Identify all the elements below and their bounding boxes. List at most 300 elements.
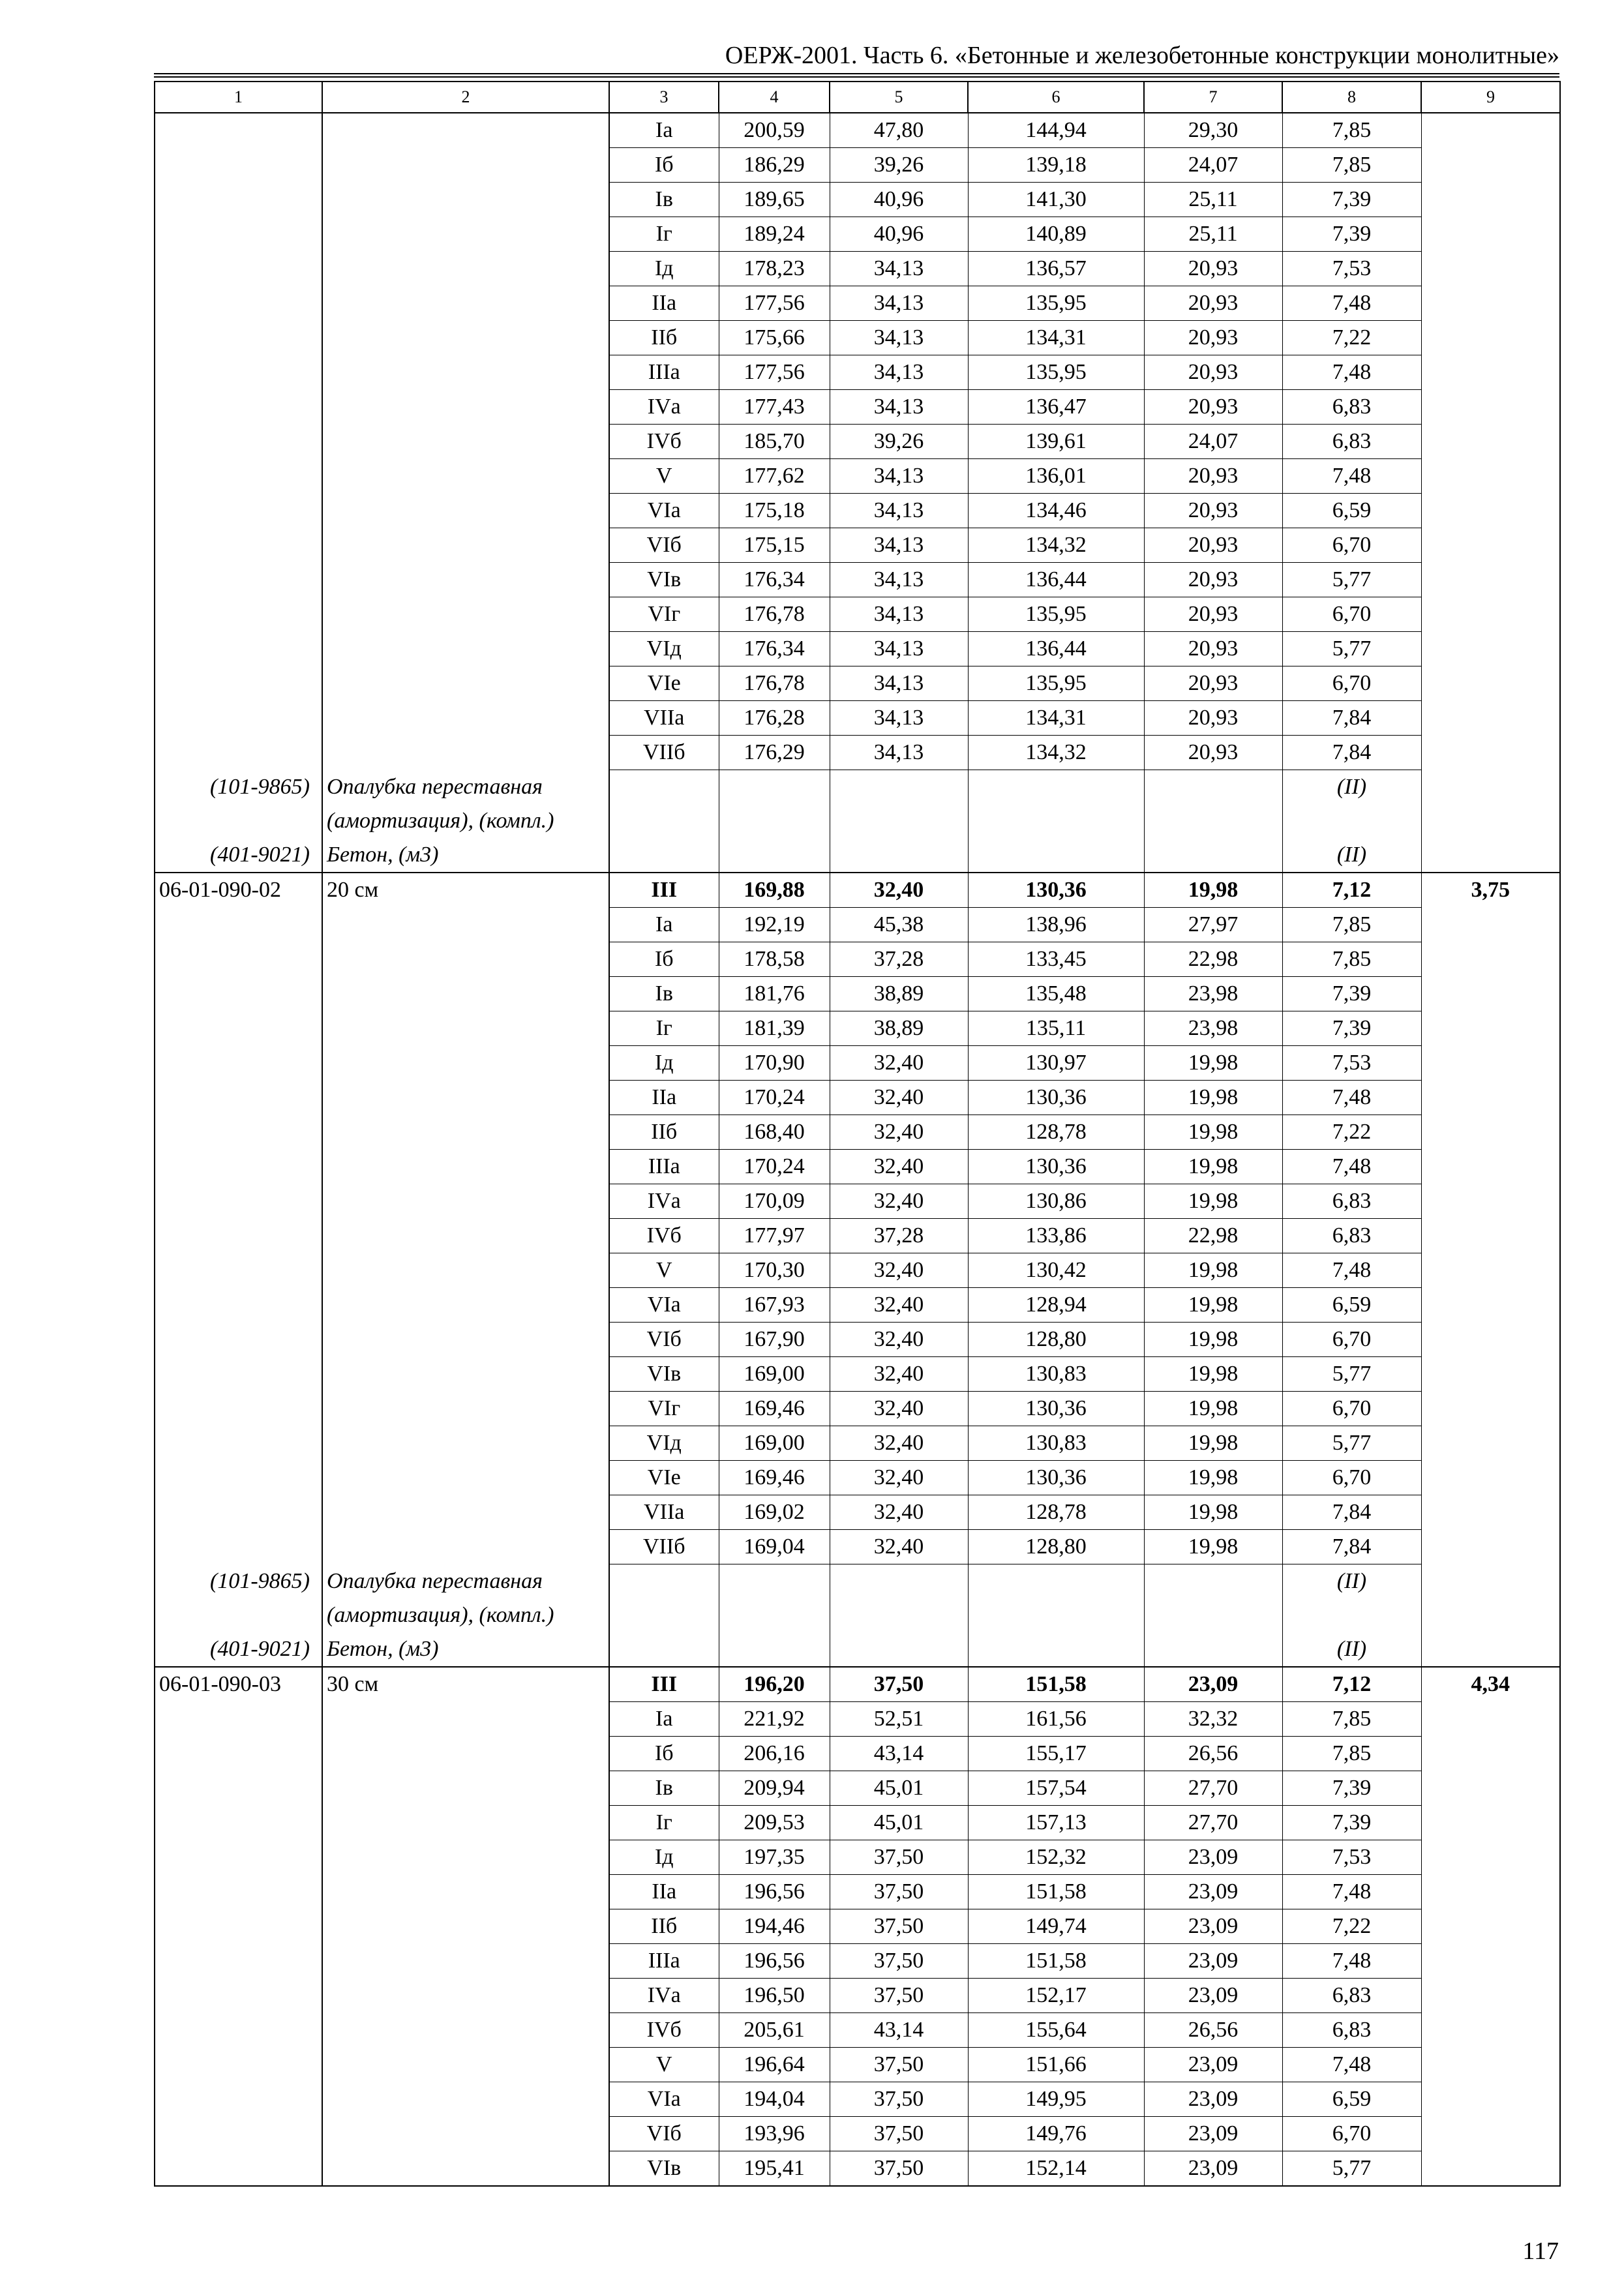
value-cell xyxy=(1421,252,1560,286)
value-cell: 151,58 xyxy=(968,1944,1144,1979)
value-cell: 32,40 xyxy=(830,873,968,908)
value-cell: 23,09 xyxy=(1144,1979,1282,2013)
code-cell: 06-01-090-03 xyxy=(155,1667,322,1702)
blank-cell xyxy=(968,1598,1144,1632)
table-row xyxy=(155,597,1560,632)
page-number: 117 xyxy=(1522,2237,1559,2265)
name-cell xyxy=(322,632,609,666)
value-cell: 20,93 xyxy=(1144,563,1282,597)
name-cell xyxy=(322,1840,609,1875)
value-cell: 20,93 xyxy=(1144,321,1282,355)
code-cell xyxy=(155,1323,322,1357)
value-cell xyxy=(1421,1944,1560,1979)
code-cell xyxy=(155,2117,322,2151)
value-cell: 176,28 xyxy=(719,701,830,736)
blank-cell xyxy=(968,1632,1144,1667)
value-cell: 152,32 xyxy=(968,1840,1144,1875)
value-cell: 6,83 xyxy=(1282,1219,1421,1253)
value-cell: 37,50 xyxy=(830,1979,968,2013)
blank-cell xyxy=(1421,1632,1560,1667)
value-cell: 6,83 xyxy=(1282,425,1421,459)
value-cell xyxy=(1421,321,1560,355)
blank-cell xyxy=(609,1564,719,1599)
table-row xyxy=(155,1771,1560,1806)
value-cell: 135,95 xyxy=(968,355,1144,390)
value-cell: 37,50 xyxy=(830,1909,968,1944)
value-cell: 196,20 xyxy=(719,1667,830,1702)
value-cell: 196,56 xyxy=(719,1875,830,1909)
value-cell: 6,70 xyxy=(1282,666,1421,701)
name-cell xyxy=(322,1253,609,1288)
value-cell xyxy=(1421,1737,1560,1771)
value-cell xyxy=(1421,1702,1560,1737)
value-cell: 32,32 xyxy=(1144,1702,1282,1737)
name-cell xyxy=(322,1392,609,1426)
value-cell: III xyxy=(609,873,719,908)
value-cell: 7,85 xyxy=(1282,1702,1421,1737)
column-number-row xyxy=(155,82,1560,113)
value-cell xyxy=(1421,563,1560,597)
value-cell xyxy=(1421,1461,1560,1495)
code-cell xyxy=(155,942,322,977)
value-cell xyxy=(1421,217,1560,252)
name-cell xyxy=(322,2117,609,2151)
value-cell: 6,59 xyxy=(1282,494,1421,528)
name-cell xyxy=(322,2013,609,2048)
code-cell xyxy=(155,1840,322,1875)
value-cell: 37,50 xyxy=(830,1944,968,1979)
table-row xyxy=(155,1979,1560,2013)
value-cell: 186,29 xyxy=(719,148,830,183)
value-cell: 128,78 xyxy=(968,1495,1144,1530)
value-cell: 155,64 xyxy=(968,2013,1144,2048)
name-cell xyxy=(322,977,609,1011)
blank-cell xyxy=(1421,838,1560,873)
name-cell xyxy=(322,183,609,217)
value-cell: Iв xyxy=(609,977,719,1011)
value-cell: Iа xyxy=(609,1702,719,1737)
value-cell: 5,77 xyxy=(1282,1426,1421,1461)
value-cell: 40,96 xyxy=(830,217,968,252)
value-cell: 39,26 xyxy=(830,425,968,459)
value-cell: 34,13 xyxy=(830,494,968,528)
value-cell: V xyxy=(609,459,719,494)
value-cell: IIIа xyxy=(609,355,719,390)
value-cell: 19,98 xyxy=(1144,1081,1282,1115)
blank-cell xyxy=(719,838,830,873)
value-cell: IIа xyxy=(609,1875,719,1909)
value-cell: 23,09 xyxy=(1144,1875,1282,1909)
resource-row xyxy=(155,1564,1560,1599)
value-cell: 7,85 xyxy=(1282,113,1421,148)
value-cell: VIIб xyxy=(609,736,719,770)
code-cell xyxy=(155,1495,322,1530)
code-cell xyxy=(155,1288,322,1323)
value-cell: 32,40 xyxy=(830,1392,968,1426)
value-cell: 7,39 xyxy=(1282,183,1421,217)
value-cell: 130,86 xyxy=(968,1184,1144,1219)
value-cell: 167,90 xyxy=(719,1323,830,1357)
name-cell xyxy=(322,908,609,942)
value-cell: VIг xyxy=(609,1392,719,1426)
value-cell: 157,54 xyxy=(968,1771,1144,1806)
name-cell: 30 см xyxy=(322,1667,609,1702)
value-cell: 37,50 xyxy=(830,1840,968,1875)
table-row xyxy=(155,1495,1560,1530)
value-cell: 20,93 xyxy=(1144,597,1282,632)
name-cell xyxy=(322,1979,609,2013)
column-number: 6 xyxy=(968,82,1144,113)
name-cell xyxy=(322,459,609,494)
code-cell xyxy=(155,1253,322,1288)
value-cell: 140,89 xyxy=(968,217,1144,252)
value-cell xyxy=(1421,1909,1560,1944)
value-cell: VIIа xyxy=(609,1495,719,1530)
table-row xyxy=(155,1011,1560,1046)
code-cell xyxy=(155,321,322,355)
value-cell: 7,39 xyxy=(1282,977,1421,1011)
value-cell: VIIб xyxy=(609,1530,719,1564)
value-cell xyxy=(1421,2151,1560,2187)
table-row xyxy=(155,1323,1560,1357)
value-cell: 32,40 xyxy=(830,1115,968,1150)
value-cell: 19,98 xyxy=(1144,1150,1282,1184)
value-cell: 130,36 xyxy=(968,1461,1144,1495)
value-cell xyxy=(1421,2013,1560,2048)
resource-row xyxy=(155,1598,1560,1632)
code-cell xyxy=(155,1944,322,1979)
value-cell: 205,61 xyxy=(719,2013,830,2048)
value-cell: 7,39 xyxy=(1282,1011,1421,1046)
table-row xyxy=(155,2048,1560,2082)
blank-cell xyxy=(1144,1564,1282,1599)
value-cell: 139,61 xyxy=(968,425,1144,459)
value-cell: Iд xyxy=(609,1046,719,1081)
value-cell: 128,80 xyxy=(968,1530,1144,1564)
name-cell xyxy=(322,597,609,632)
value-cell: 34,13 xyxy=(830,355,968,390)
code-cell xyxy=(155,183,322,217)
value-cell: 6,83 xyxy=(1282,390,1421,425)
value-cell: 152,14 xyxy=(968,2151,1144,2187)
resource-name: Опалубка переставная xyxy=(322,770,609,805)
value-cell: 19,98 xyxy=(1144,1426,1282,1461)
value-cell: 19,98 xyxy=(1144,1357,1282,1392)
value-cell: 43,14 xyxy=(830,2013,968,2048)
value-cell: 19,98 xyxy=(1144,1495,1282,1530)
blank-cell xyxy=(719,770,830,805)
table-row xyxy=(155,1840,1560,1875)
value-cell: 151,58 xyxy=(968,1875,1144,1909)
value-cell xyxy=(1421,1426,1560,1461)
value-cell: 177,43 xyxy=(719,390,830,425)
value-cell: 4,34 xyxy=(1421,1667,1560,1702)
value-cell: 32,40 xyxy=(830,1288,968,1323)
table-row xyxy=(155,321,1560,355)
blank-cell xyxy=(609,838,719,873)
value-cell xyxy=(1421,1046,1560,1081)
value-cell: 176,34 xyxy=(719,563,830,597)
value-cell: 196,64 xyxy=(719,2048,830,2082)
value-cell: Iд xyxy=(609,1840,719,1875)
value-cell: 176,78 xyxy=(719,597,830,632)
value-cell: 23,09 xyxy=(1144,2082,1282,2117)
value-cell: 22,98 xyxy=(1144,1219,1282,1253)
code-cell xyxy=(155,701,322,736)
value-cell: 167,93 xyxy=(719,1288,830,1323)
value-cell: Iа xyxy=(609,908,719,942)
value-cell: 7,53 xyxy=(1282,252,1421,286)
value-cell xyxy=(1421,1495,1560,1530)
code-cell xyxy=(155,977,322,1011)
value-cell: 157,13 xyxy=(968,1806,1144,1840)
value-cell: 6,70 xyxy=(1282,1323,1421,1357)
table-body xyxy=(155,82,1560,2186)
value-cell: 149,95 xyxy=(968,2082,1144,2117)
value-cell: 6,59 xyxy=(1282,2082,1421,2117)
resource-code: (401-9021) xyxy=(155,1632,322,1667)
value-cell: 7,48 xyxy=(1282,1081,1421,1115)
code-cell xyxy=(155,1737,322,1771)
value-cell: V xyxy=(609,1253,719,1288)
value-cell xyxy=(1421,2117,1560,2151)
name-cell xyxy=(322,252,609,286)
value-cell: 47,80 xyxy=(830,113,968,148)
value-cell: 45,01 xyxy=(830,1806,968,1840)
value-cell: 32,40 xyxy=(830,1081,968,1115)
blank-cell xyxy=(719,1564,830,1599)
value-cell: 133,45 xyxy=(968,942,1144,977)
value-cell: 37,28 xyxy=(830,1219,968,1253)
name-cell: 20 см xyxy=(322,873,609,908)
value-cell: 177,62 xyxy=(719,459,830,494)
name-cell xyxy=(322,321,609,355)
value-cell xyxy=(1421,1840,1560,1875)
value-cell: 7,53 xyxy=(1282,1046,1421,1081)
value-cell xyxy=(1421,425,1560,459)
code-cell xyxy=(155,2048,322,2082)
value-cell xyxy=(1421,1323,1560,1357)
value-cell: 7,48 xyxy=(1282,1150,1421,1184)
resource-code: (101-9865) xyxy=(155,1564,322,1599)
value-cell: IVа xyxy=(609,1184,719,1219)
value-cell: Iб xyxy=(609,942,719,977)
value-cell: 177,97 xyxy=(719,1219,830,1253)
value-cell: 161,56 xyxy=(968,1702,1144,1737)
value-cell: 175,66 xyxy=(719,321,830,355)
value-cell: 7,22 xyxy=(1282,321,1421,355)
table-row xyxy=(155,2013,1560,2048)
value-cell: 149,74 xyxy=(968,1909,1144,1944)
resource-name: (амортизация), (компл.) xyxy=(322,1598,609,1632)
value-cell: 169,46 xyxy=(719,1461,830,1495)
value-cell: 175,18 xyxy=(719,494,830,528)
table-row xyxy=(155,1806,1560,1840)
name-cell xyxy=(322,286,609,321)
name-cell xyxy=(322,2082,609,2117)
code-cell xyxy=(155,286,322,321)
name-cell xyxy=(322,1461,609,1495)
name-cell xyxy=(322,355,609,390)
value-cell: 192,19 xyxy=(719,908,830,942)
value-cell xyxy=(1421,701,1560,736)
value-cell: VIд xyxy=(609,632,719,666)
value-cell: 32,40 xyxy=(830,1357,968,1392)
table-row xyxy=(155,528,1560,563)
code-cell xyxy=(155,1979,322,2013)
name-cell xyxy=(322,390,609,425)
value-cell: 32,40 xyxy=(830,1323,968,1357)
value-cell xyxy=(1421,1806,1560,1840)
value-cell: 32,40 xyxy=(830,1530,968,1564)
resource-unit: (II) xyxy=(1282,1564,1421,1599)
value-cell: 134,31 xyxy=(968,321,1144,355)
value-cell: 176,78 xyxy=(719,666,830,701)
value-cell: 20,93 xyxy=(1144,252,1282,286)
value-cell xyxy=(1421,1081,1560,1115)
value-cell: Iг xyxy=(609,217,719,252)
value-cell: 176,29 xyxy=(719,736,830,770)
name-cell xyxy=(322,1702,609,1737)
code-cell xyxy=(155,1046,322,1081)
value-cell xyxy=(1421,183,1560,217)
blank-cell xyxy=(1144,838,1282,873)
name-cell xyxy=(322,1806,609,1840)
blank-cell xyxy=(830,838,968,873)
table-row xyxy=(155,1253,1560,1288)
value-cell: 32,40 xyxy=(830,1495,968,1530)
value-cell: 45,38 xyxy=(830,908,968,942)
name-cell xyxy=(322,148,609,183)
value-cell: 130,83 xyxy=(968,1357,1144,1392)
table-row xyxy=(155,1667,1560,1702)
value-cell: 25,11 xyxy=(1144,217,1282,252)
blank-cell xyxy=(830,1632,968,1667)
table-row xyxy=(155,1426,1560,1461)
name-cell xyxy=(322,736,609,770)
code-cell xyxy=(155,2082,322,2117)
resource-unit: (II) xyxy=(1282,770,1421,805)
blank-cell xyxy=(719,1598,830,1632)
name-cell xyxy=(322,1115,609,1150)
table-row xyxy=(155,148,1560,183)
value-cell: 19,98 xyxy=(1144,1323,1282,1357)
value-cell: 7,39 xyxy=(1282,217,1421,252)
blank-cell xyxy=(1144,804,1282,838)
value-cell: 27,70 xyxy=(1144,1771,1282,1806)
value-cell: 37,50 xyxy=(830,1875,968,1909)
value-cell: 6,70 xyxy=(1282,1461,1421,1495)
value-cell: 133,86 xyxy=(968,1219,1144,1253)
value-cell xyxy=(1421,1184,1560,1219)
value-cell: 23,09 xyxy=(1144,2048,1282,2082)
value-cell: VIб xyxy=(609,1323,719,1357)
resource-code xyxy=(155,1598,322,1632)
resource-name: Опалубка переставная xyxy=(322,1564,609,1599)
code-cell xyxy=(155,1011,322,1046)
value-cell xyxy=(1421,908,1560,942)
code-cell xyxy=(155,908,322,942)
value-cell xyxy=(1421,286,1560,321)
value-cell: 34,13 xyxy=(830,597,968,632)
value-cell: 6,70 xyxy=(1282,528,1421,563)
table-row xyxy=(155,2082,1560,2117)
value-cell: VIв xyxy=(609,563,719,597)
value-cell: 34,13 xyxy=(830,459,968,494)
value-cell: 135,11 xyxy=(968,1011,1144,1046)
column-number: 7 xyxy=(1144,82,1282,113)
value-cell xyxy=(1421,736,1560,770)
value-cell: 7,48 xyxy=(1282,286,1421,321)
value-cell: 20,93 xyxy=(1144,736,1282,770)
value-cell: 26,56 xyxy=(1144,1737,1282,1771)
value-cell: 19,98 xyxy=(1144,1288,1282,1323)
value-cell: 151,66 xyxy=(968,2048,1144,2082)
code-cell xyxy=(155,528,322,563)
value-cell: VIе xyxy=(609,666,719,701)
value-cell: 206,16 xyxy=(719,1737,830,1771)
table-row xyxy=(155,563,1560,597)
value-cell: 20,93 xyxy=(1144,286,1282,321)
value-cell xyxy=(1421,666,1560,701)
table-row xyxy=(155,2151,1560,2187)
value-cell: VIв xyxy=(609,2151,719,2187)
table-row xyxy=(155,1150,1560,1184)
value-cell: 168,40 xyxy=(719,1115,830,1150)
value-cell: 37,50 xyxy=(830,2151,968,2187)
value-cell xyxy=(1421,390,1560,425)
value-cell: 200,59 xyxy=(719,113,830,148)
value-cell: 178,58 xyxy=(719,942,830,977)
code-cell xyxy=(155,1150,322,1184)
value-cell: 23,09 xyxy=(1144,2117,1282,2151)
value-cell xyxy=(1421,1392,1560,1426)
value-cell: 181,39 xyxy=(719,1011,830,1046)
table-row xyxy=(155,701,1560,736)
value-cell: 6,83 xyxy=(1282,1979,1421,2013)
value-cell: 130,36 xyxy=(968,1392,1144,1426)
value-cell: 136,44 xyxy=(968,632,1144,666)
value-cell: 169,02 xyxy=(719,1495,830,1530)
name-cell xyxy=(322,2048,609,2082)
price-table xyxy=(154,81,1561,2187)
value-cell: VIа xyxy=(609,2082,719,2117)
table-row xyxy=(155,873,1560,908)
value-cell: 169,00 xyxy=(719,1357,830,1392)
value-cell: 19,98 xyxy=(1144,1184,1282,1219)
value-cell: 24,07 xyxy=(1144,148,1282,183)
value-cell: 170,90 xyxy=(719,1046,830,1081)
value-cell: 34,13 xyxy=(830,701,968,736)
blank-cell xyxy=(968,1564,1144,1599)
value-cell: 52,51 xyxy=(830,1702,968,1737)
table-row xyxy=(155,494,1560,528)
value-cell: 20,93 xyxy=(1144,666,1282,701)
header-double-rule xyxy=(154,73,1559,78)
value-cell: 7,85 xyxy=(1282,942,1421,977)
value-cell: 38,89 xyxy=(830,1011,968,1046)
name-cell xyxy=(322,563,609,597)
table-row xyxy=(155,286,1560,321)
value-cell: 130,36 xyxy=(968,1081,1144,1115)
value-cell: 170,24 xyxy=(719,1150,830,1184)
table-row xyxy=(155,1357,1560,1392)
value-cell: VIб xyxy=(609,528,719,563)
resource-name: Бетон, (м3) xyxy=(322,1632,609,1667)
code-cell xyxy=(155,252,322,286)
value-cell: 221,92 xyxy=(719,1702,830,1737)
value-cell: 141,30 xyxy=(968,183,1144,217)
